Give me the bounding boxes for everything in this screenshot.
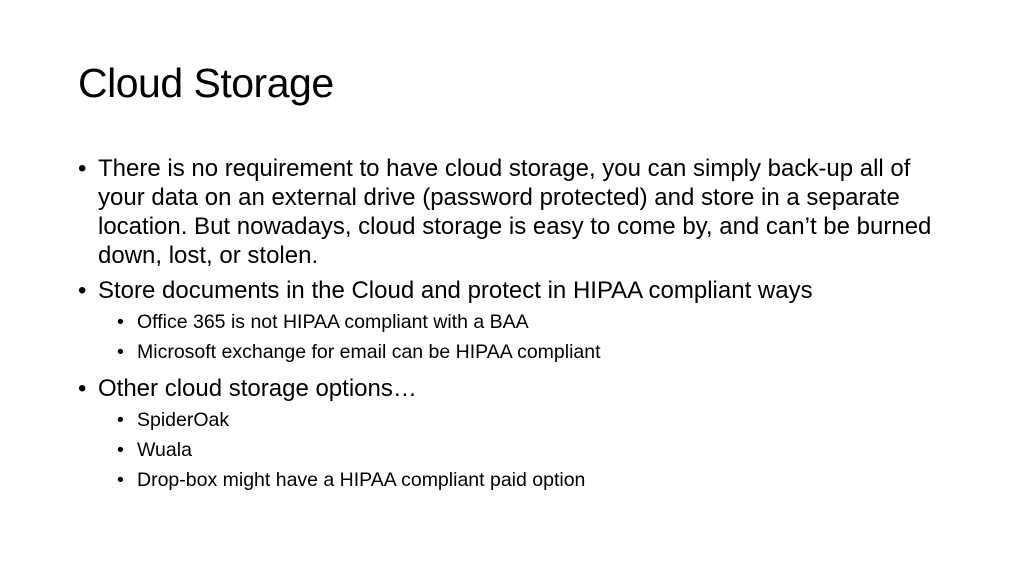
sub-bullet-point	[98, 408, 958, 432]
bullet-icon: •	[117, 439, 124, 461]
bullet-icon: •	[78, 155, 87, 182]
bullet-text: Other cloud storage options…	[98, 375, 417, 402]
sub-bullet-text: Wuala	[137, 439, 192, 461]
sub-bullet-point	[98, 310, 958, 334]
bullet-icon: •	[117, 469, 124, 491]
bullet-icon: •	[117, 311, 124, 333]
sub-bullet-text: Drop-box might have a HIPAA compliant paid option	[137, 469, 586, 491]
sub-bullet-text: Microsoft exchange for email can be HIPAA compliant	[137, 341, 601, 363]
sub-bullet-text: Office 365 is not HIPAA compliant with a BAA	[137, 311, 529, 333]
slide-content	[78, 154, 958, 502]
bullet-list	[78, 154, 958, 492]
bullet-icon: •	[78, 375, 87, 402]
sub-bullet-point	[98, 468, 958, 492]
sub-bullet-point	[98, 340, 958, 364]
bullet-icon: •	[117, 341, 124, 363]
sub-bullet-list	[98, 408, 958, 492]
slide-title: Cloud Storage	[78, 60, 334, 106]
bullet-text: There is no requirement to have cloud storage, you can simply back-up all of your data on an external drive (password protected) and store in a separate location. But nowadays, cloud storage is easy to come by, and can’t be burned down, lost, or stolen.	[98, 155, 932, 269]
bullet-point	[78, 276, 958, 364]
sub-bullet-list	[98, 310, 958, 364]
sub-bullet-point	[98, 438, 958, 462]
bullet-icon: •	[78, 277, 87, 304]
bullet-text: Store documents in the Cloud and protect in HIPAA compliant ways	[98, 277, 813, 304]
bullet-icon: •	[117, 409, 124, 431]
bullet-point	[78, 374, 958, 492]
bullet-point	[78, 154, 958, 270]
sub-bullet-text: SpiderOak	[137, 409, 230, 431]
